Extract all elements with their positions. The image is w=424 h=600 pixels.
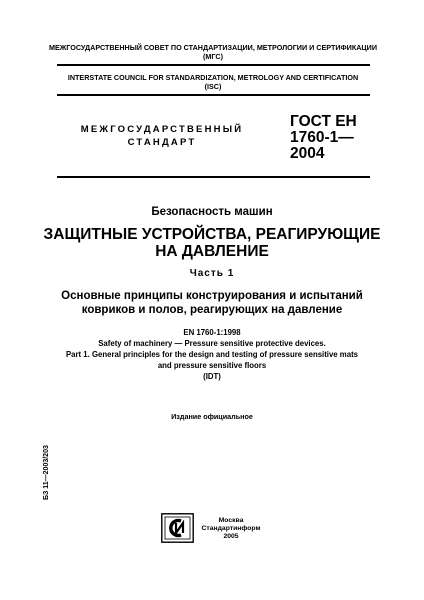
standard-type-line: СТАНДАРТ [127, 137, 197, 148]
english-title-block [30, 327, 394, 382]
standard-number-line: ГОСТ ЕН [290, 113, 357, 130]
document-title [30, 226, 394, 260]
standard-number-line: 2004 [290, 145, 325, 162]
side-code: БЗ 11—2003/203 [43, 445, 50, 500]
header-divider-2 [57, 94, 370, 96]
document-subtitle-line: Основные принципы конструирования и испытаний [61, 290, 363, 302]
publisher-info [196, 517, 266, 541]
header-divider-1 [57, 64, 370, 66]
publisher-city: Москва [218, 517, 244, 524]
document-subtitle [30, 289, 394, 317]
standard-type-line: МЕЖГОСУДАРСТВЕННЫЙ [80, 124, 244, 135]
en-title-line: Part 1. General principles for the design and testing of pressure sensitive mats [65, 350, 359, 359]
en-title-line: Safety of machinery — Pressure sensitive protective devices. [98, 339, 326, 348]
standard-number [290, 114, 400, 162]
standard-type [62, 123, 262, 149]
edition-label: Издание официальное [171, 412, 253, 421]
council-abbr-ru: (МГС) [203, 52, 223, 61]
document-subtitle-line: ковриков и полов, реагирующих на давление [81, 304, 343, 316]
standard-number-line: 1760-1— [290, 129, 354, 146]
council-abbr-en: (ISC) [204, 82, 222, 91]
council-name-en-line: INTERSTATE COUNCIL FOR STANDARDIZATION, METROLOGY AND CERTIFICATION [67, 73, 359, 82]
council-name-en [40, 73, 386, 91]
document-part: Часть 1 [189, 268, 235, 279]
document-title-line: ЗАЩИТНЫЕ УСТРОЙСТВА, РЕАГИРУЮЩИЕ [43, 226, 381, 243]
en-title-line: and pressure sensitive floors [157, 361, 267, 370]
document-title-line: НА ДАВЛЕНИЕ [155, 243, 269, 260]
publisher-year: 2005 [223, 533, 239, 540]
identity-mark: (IDT) [203, 372, 221, 381]
council-name-ru [40, 43, 386, 61]
standartinform-logo-icon [161, 513, 194, 543]
header-divider-3 [57, 176, 370, 178]
publisher-name: Стандартинформ [201, 525, 261, 532]
document-subject: Безопасность машин [151, 206, 273, 218]
council-name-ru-line: МЕЖГОСУДАРСТВЕННЫЙ СОВЕТ ПО СТАНДАРТИЗАЦИИ, МЕТРОЛОГИИ И СЕРТИФИКАЦИИ [48, 43, 378, 52]
en-reference: EN 1760-1:1998 [183, 328, 241, 337]
